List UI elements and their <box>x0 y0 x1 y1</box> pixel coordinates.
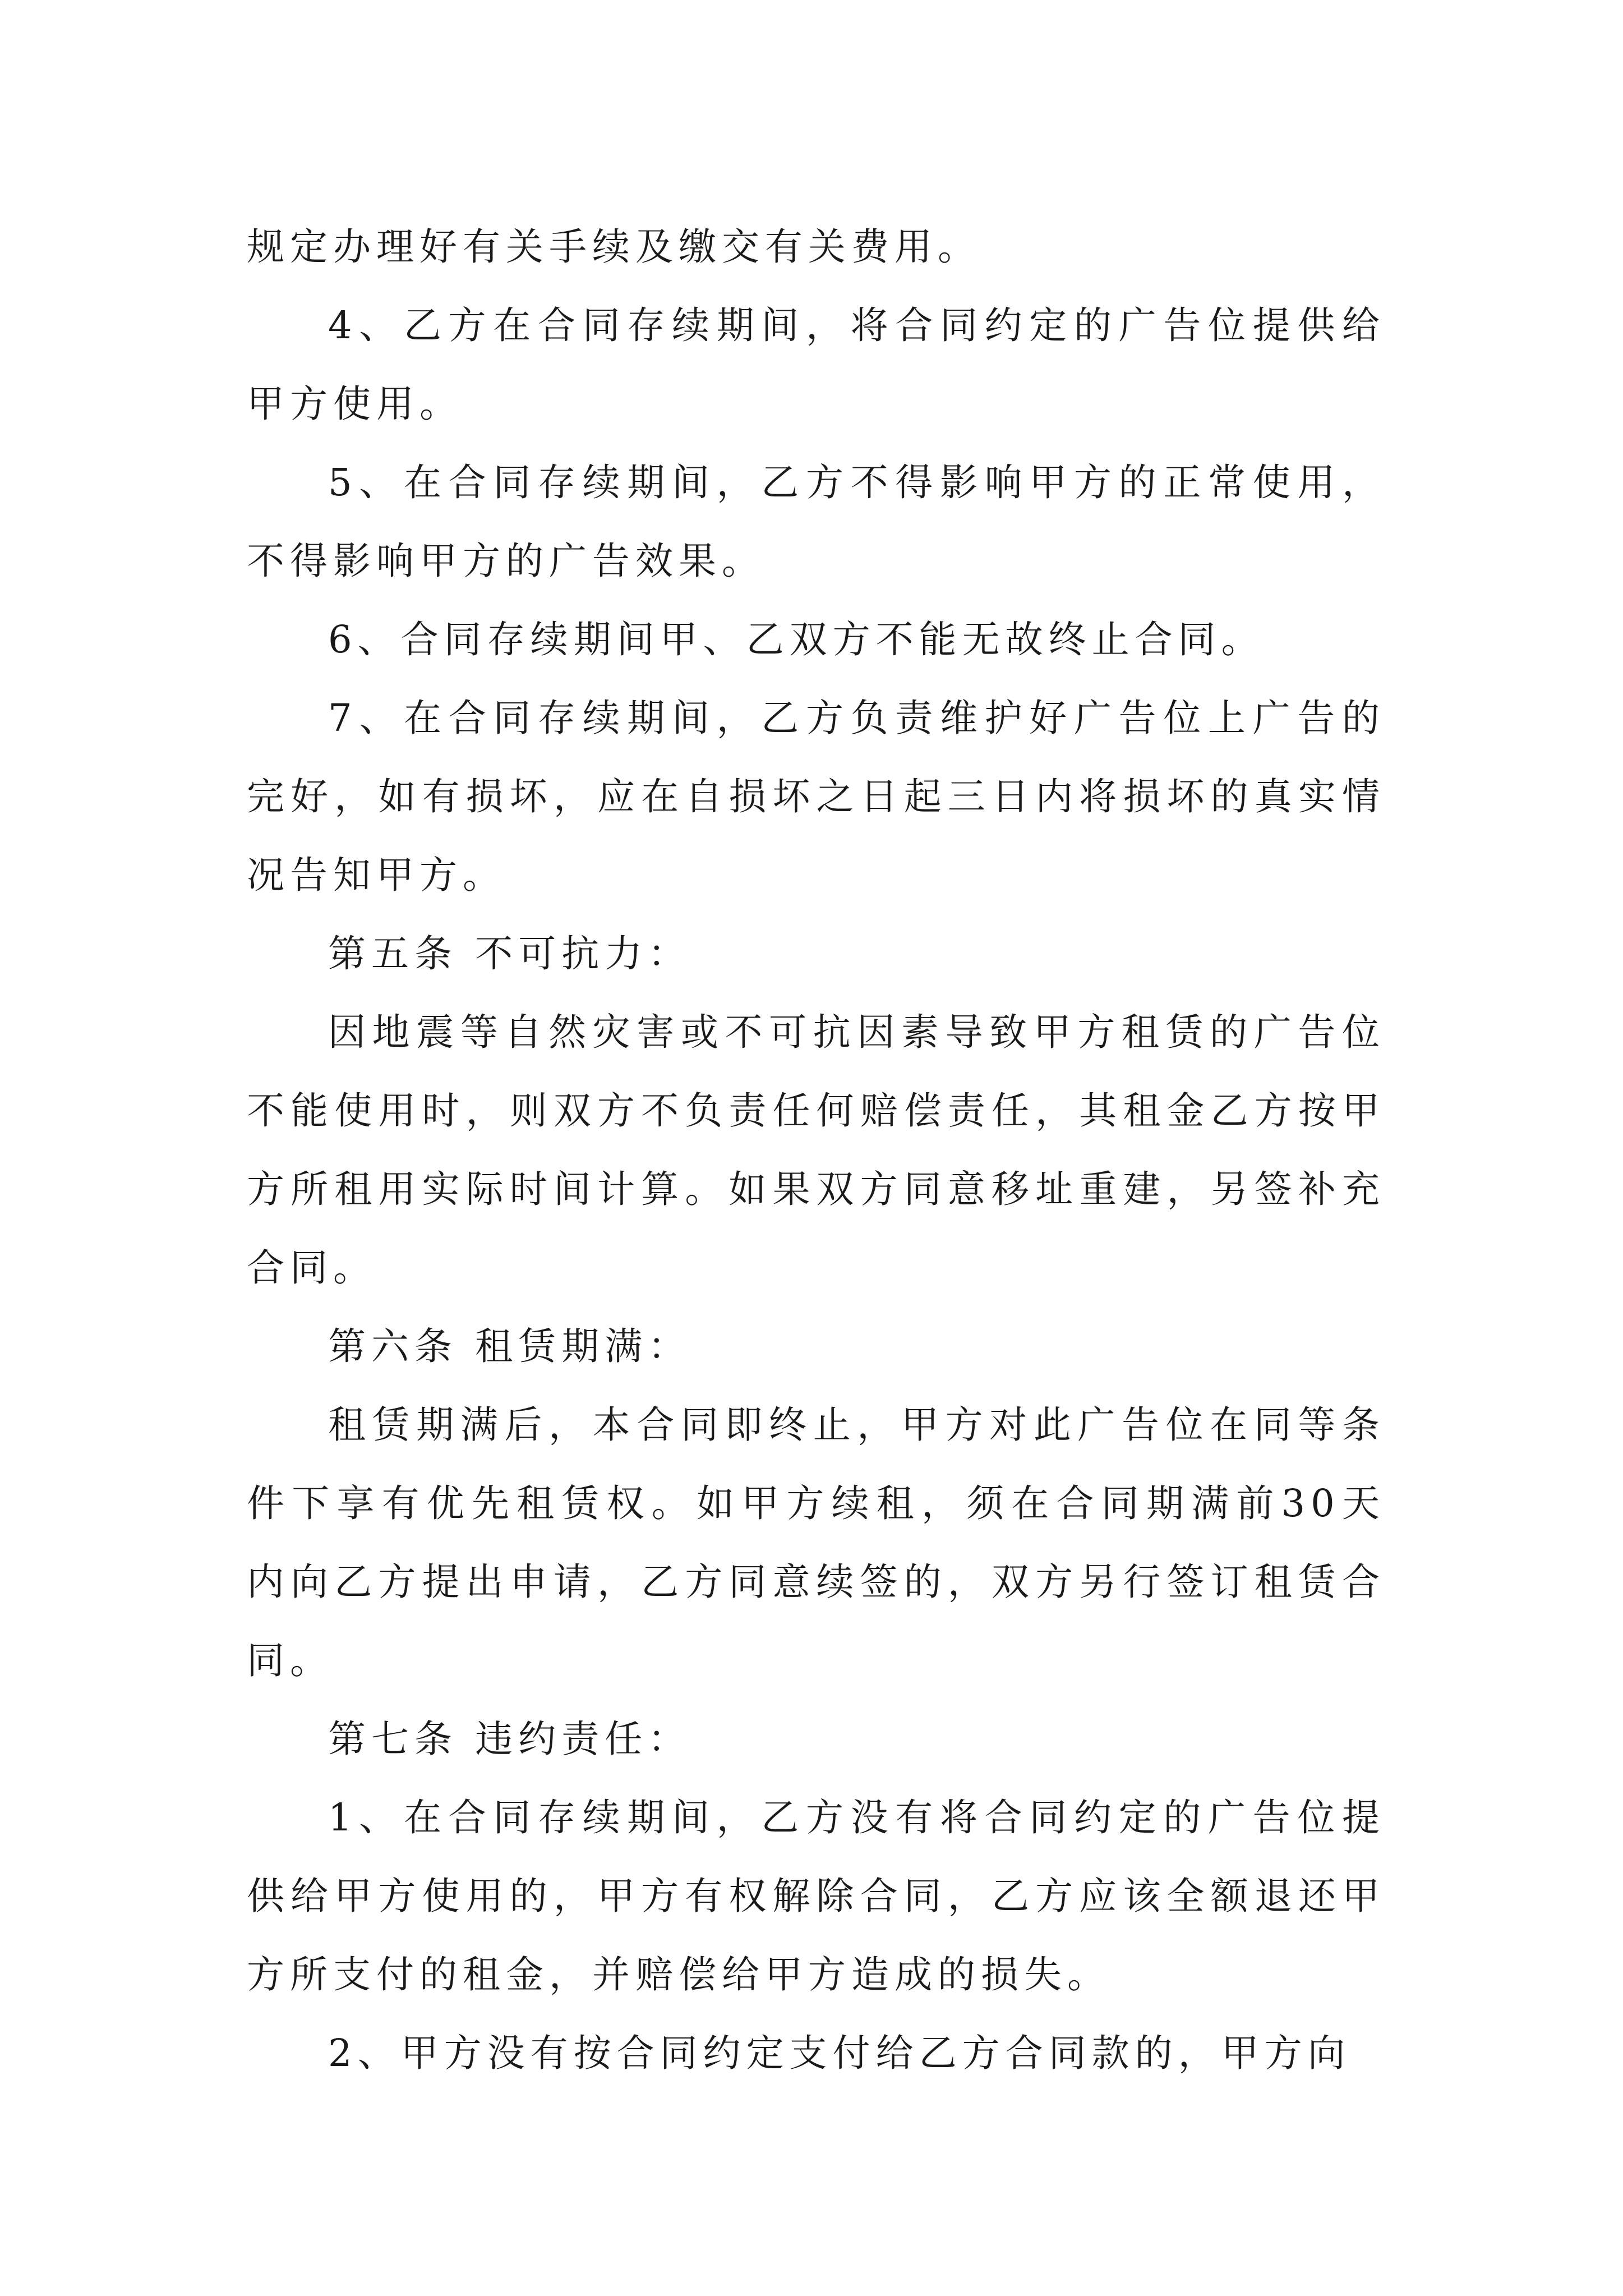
paragraph-continuation: 规定办理好有关手续及缴交有关费用。 <box>247 225 981 269</box>
heading-article-5: 第五条 不可抗力： <box>328 932 691 976</box>
paragraph-article-5: 因地震等自然灾害或不可抗因素导致甲方租赁的广告位不能使用时，则双方不负责任何赔偿责任，其租金乙方按甲方所租用实际时间计算。如果双方同意移址重建，另签补充合同。 <box>247 1010 1385 1290</box>
paragraph-item-5: 5、在合同存续期间，乙方不得影响甲方的正常使用，不得影响甲方的广告效果。 <box>247 461 1385 583</box>
paragraph-article-7-item-1: 1、在合同存续期间，乙方没有将合同约定的广告位提供给甲方使用的，甲方有权解除合同，乙方应该全额退还甲方所支付的租金，并赔偿给甲方造成的损失。 <box>247 1796 1385 1996</box>
heading-article-6: 第六条 租赁期满： <box>328 1324 691 1368</box>
heading-article-7: 第七条 违约责任： <box>328 1717 691 1761</box>
document-body <box>247 208 1385 2092</box>
paragraph-item-4: 4、乙方在合同存续期间，将合同约定的广告位提供给甲方使用。 <box>247 303 1385 426</box>
paragraph-article-6: 租赁期满后，本合同即终止，甲方对此广告位在同等条件下享有优先租赁权。如甲方续租，须在合同期满前30天内向乙方提出申请，乙方同意续签的，双方另行签订租赁合同。 <box>247 1403 1385 1682</box>
paragraph-item-7: 7、在合同存续期间，乙方负责维护好广告位上广告的完好，如有损坏，应在自损坏之日起三日内将损坏的真实情况告知甲方。 <box>247 696 1385 897</box>
paragraph-item-6: 6、合同存续期间甲、乙双方不能无故终止合同。 <box>328 618 1265 661</box>
paragraph-article-7-item-2: 2、甲方没有按合同约定支付给乙方合同款的，甲方向 <box>328 2031 1351 2075</box>
